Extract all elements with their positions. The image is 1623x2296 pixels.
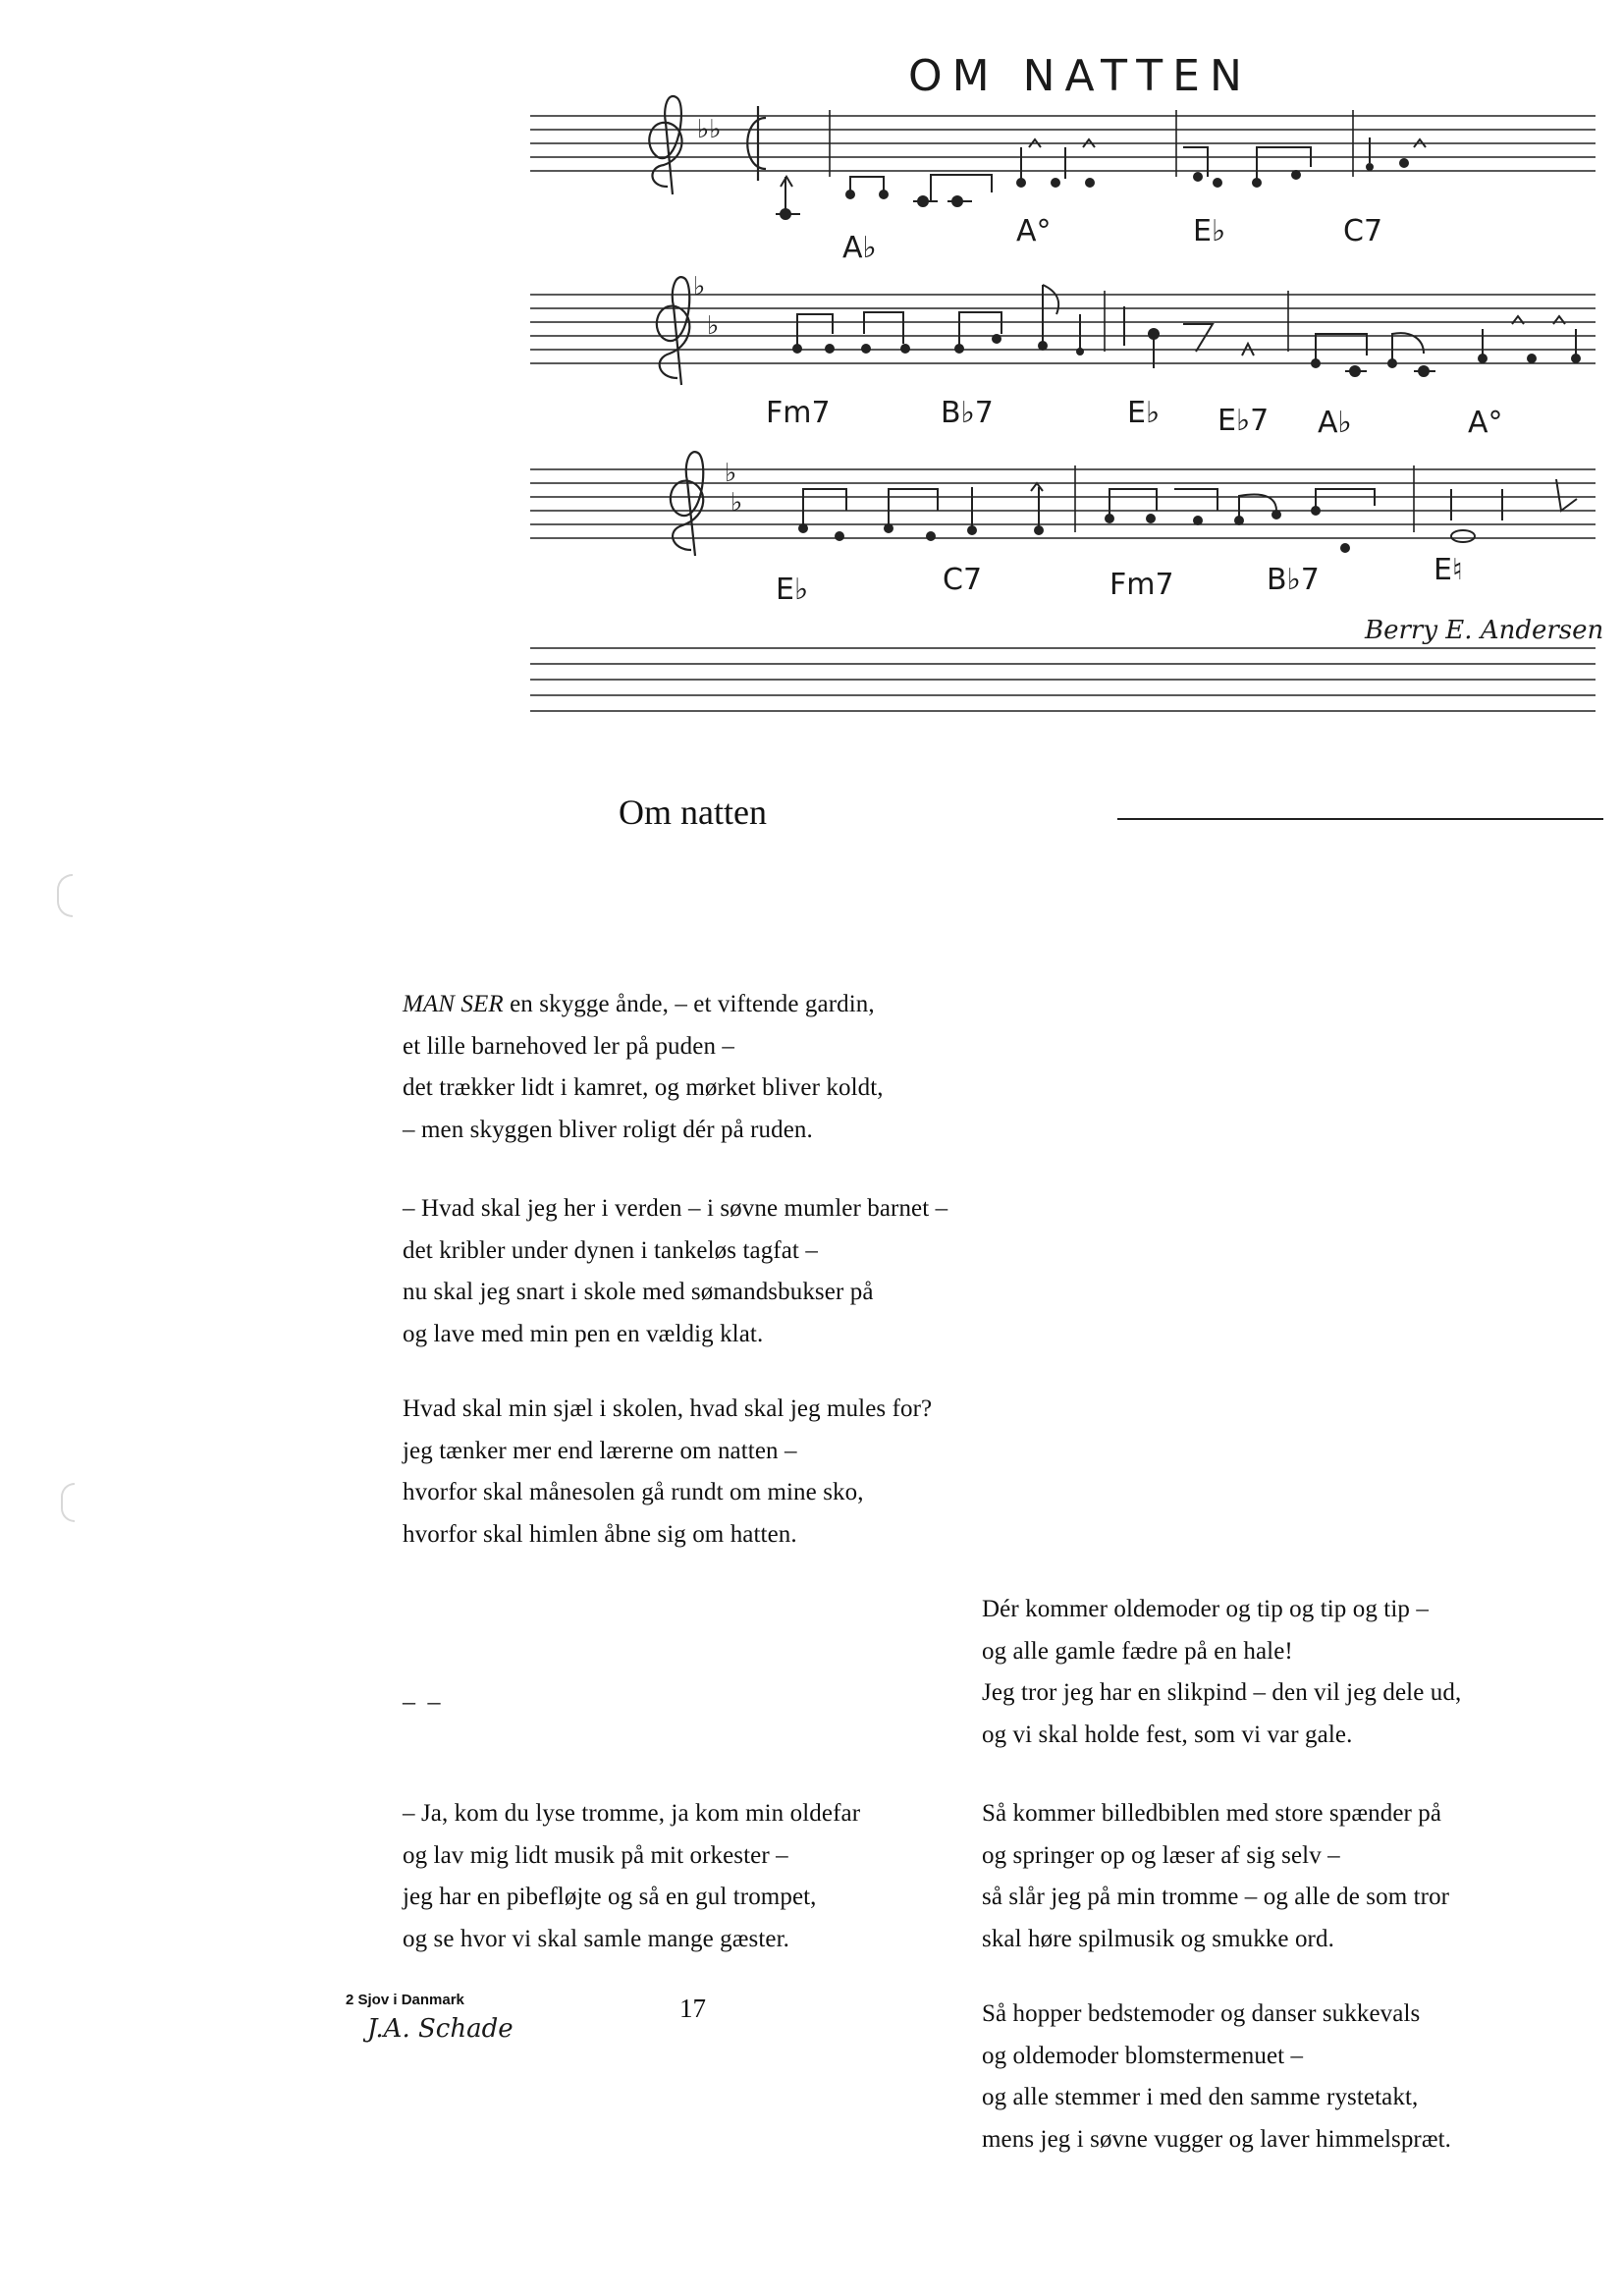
music-score — [0, 0, 1623, 746]
stanza-line: Hvad skal min sjæl i skolen, hvad skal jeg mules for? — [403, 1395, 933, 1422]
chord-label: A° — [1016, 214, 1052, 248]
notes-system-3 — [799, 479, 1577, 552]
margin-mark — [61, 1483, 75, 1522]
chord-label: A° — [1468, 406, 1503, 440]
chord-label: A♭ — [1318, 406, 1352, 440]
notes-system-1 — [776, 137, 1426, 219]
stanza-line: Så kommer billedbiblen med store spænder på — [982, 1800, 1442, 1827]
title-rule — [1117, 818, 1603, 820]
clef-system-1 — [649, 96, 766, 194]
stanza-line: jeg tænker mer end lærerne om natten – — [403, 1437, 797, 1464]
stanza-line: og lav mig lidt musik på mit orkester – — [403, 1841, 788, 1869]
staff-empty — [530, 648, 1596, 711]
stanza-6 — [982, 1793, 1449, 1960]
stanza-line: hvorfor skal månesolen gå rundt om mine sko, — [403, 1479, 864, 1505]
stanza-line: nu skal jeg snart i skole med sømandsbukser på — [403, 1279, 874, 1305]
stanza-line: og oldemoder blomstermenuet – — [982, 2042, 1304, 2069]
stanza-line: det trækker lidt i kamret, og mørket bliver koldt, — [403, 1074, 884, 1101]
composer-signature: Berry E. Andersen — [1365, 616, 1604, 645]
stanza-5 — [982, 1589, 1461, 1756]
svg-text:♭: ♭ — [725, 459, 737, 487]
stanza-2 — [403, 1188, 947, 1355]
chord-label: E♭ — [1193, 214, 1226, 248]
chords-system-2 — [766, 396, 1503, 440]
score-handwritten-title: OM NATTEN — [908, 51, 1252, 101]
stanza-line: – Ja, kom du lyse tromme, ja kom min oldefar — [403, 1800, 861, 1827]
poem-title: Om natten — [619, 793, 767, 832]
margin-mark — [57, 874, 73, 917]
source-line: 2 Sjov i Danmark — [346, 1992, 464, 2008]
clef-system-3 — [671, 452, 742, 556]
stanza-line — [403, 984, 884, 1026]
stanza-1 — [403, 984, 884, 1151]
stanza-line: og vi skal holde fest, som vi var gale. — [982, 1721, 1353, 1748]
stanza-line: og se hvor vi skal samle mange gæster. — [403, 1925, 790, 1952]
chord-label: B♭7 — [941, 396, 994, 430]
stanza-line: et lille barnehoved ler på puden – — [403, 1032, 734, 1060]
page-number: 17 — [679, 1994, 706, 2023]
stanza-line: og alle gamle fædre på en hale! — [982, 1637, 1293, 1665]
chord-label: E♭ — [1127, 396, 1161, 430]
stanza-line: – men skyggen bliver roligt dér på ruden. — [403, 1116, 813, 1143]
stanza-line: Dér kommer oldemoder og tip og tip og tip – — [982, 1596, 1429, 1622]
stanza-line: – Hvad skal jeg her i verden – i søvne mumler barnet – — [403, 1195, 948, 1222]
chords-system-3 — [776, 553, 1463, 607]
chord-label: C7 — [1343, 214, 1383, 248]
stanza-line: og alle stemmer i med den samme rystetakt, — [982, 2084, 1419, 2110]
stanza-line: mens jeg i søvne vugger og laver himmelspræt. — [982, 2125, 1452, 2153]
chords-system-1 — [842, 214, 1382, 265]
stanza-line: Jeg tror jeg har en slikpind – den vil jeg dele ud, — [982, 1679, 1462, 1706]
omission-mark: – – — [403, 1687, 444, 1716]
svg-text:♭♭: ♭♭ — [697, 115, 722, 143]
chord-label: Fm7 — [1109, 568, 1174, 602]
svg-text:♭: ♭ — [730, 488, 743, 517]
chord-label: Fm7 — [766, 396, 831, 430]
notes-system-2 — [793, 285, 1580, 376]
opening-words: MAN SER — [403, 991, 504, 1017]
stanza-7 — [982, 1994, 1451, 2160]
svg-text:♭: ♭ — [693, 272, 706, 301]
staff-system-1 — [530, 110, 1596, 177]
chord-label: E♭7 — [1217, 404, 1270, 438]
chord-label: E♭ — [776, 573, 809, 607]
author-signature-text: J.A. Schade — [367, 2014, 514, 2044]
chord-label: B♭7 — [1267, 563, 1320, 597]
stanza-line: skal høre spilmusik og smukke ord. — [982, 1925, 1334, 1952]
author-signature — [363, 2009, 540, 2049]
stanza-line: hvorfor skal himlen åbne sig om hatten. — [403, 1520, 797, 1548]
stanza-line: jeg har en pibefløjte og så en gul trompet, — [403, 1884, 817, 1910]
chord-label: E♮ — [1434, 553, 1463, 587]
stanza-line: Så hopper bedstemoder og danser sukkevals — [982, 2000, 1421, 2027]
chord-label: A♭ — [842, 231, 877, 265]
stanza-line: så slår jeg på min tromme – og alle de som tror — [982, 1884, 1450, 1910]
chord-label: C7 — [943, 563, 983, 597]
stanza-4 — [403, 1793, 860, 1960]
clef-system-2 — [657, 272, 719, 385]
svg-text:♭: ♭ — [707, 311, 720, 340]
stanza-3 — [403, 1389, 932, 1556]
line-text: en skygge ånde, – et viftende gardin, — [503, 991, 875, 1017]
stanza-line: og lave med min pen en vældig klat. — [403, 1320, 764, 1347]
stanza-line: og springer op og læser af sig selv – — [982, 1841, 1340, 1869]
stanza-line: det kribler under dynen i tankeløs tagfat – — [403, 1236, 818, 1264]
